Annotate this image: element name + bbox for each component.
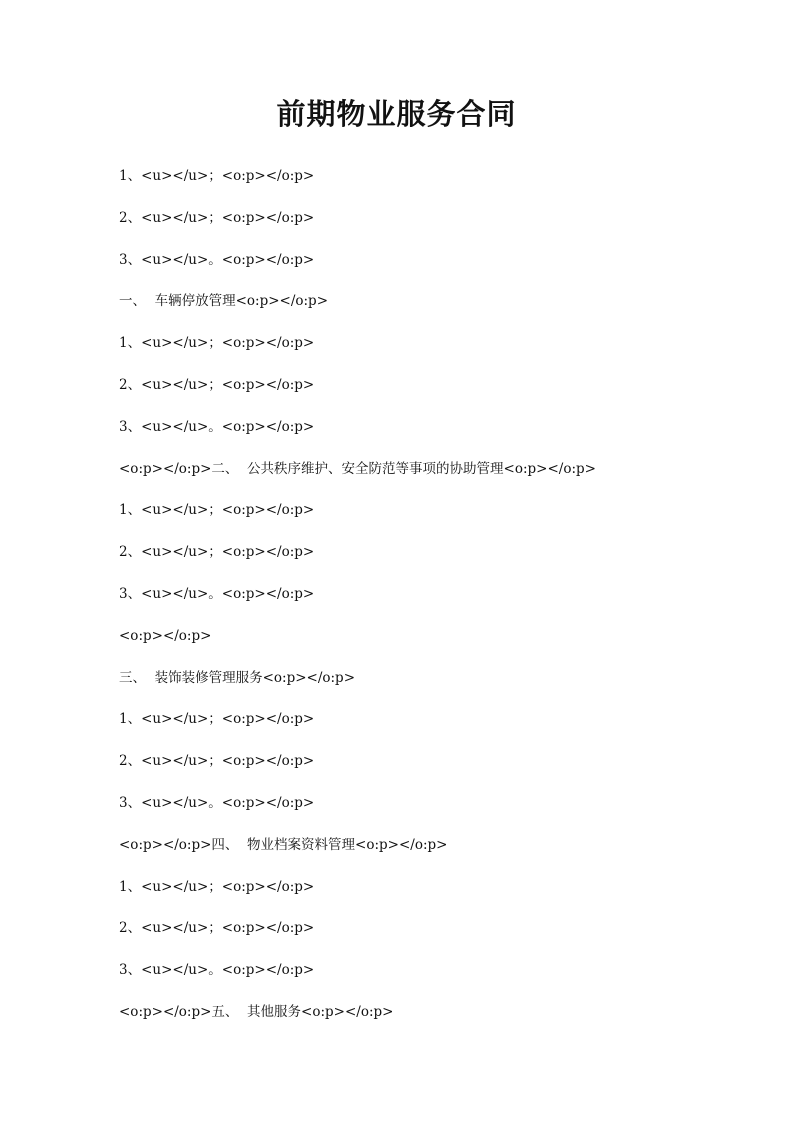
body-line: 1、<u></u>；<o:p></o:p> — [119, 711, 315, 728]
section-heading: <o:p></o:p>五、 其他服务<o:p></o:p> — [119, 1003, 394, 1020]
body-line: 1、<u></u>；<o:p></o:p> — [119, 168, 315, 184]
section-heading: 一、 车辆停放管理<o:p></o:p> — [119, 293, 329, 310]
section-heading: 三、 装饰装修管理服务<o:p></o:p> — [119, 669, 356, 686]
body-line: 3、<u></u>。<o:p></o:p> — [119, 251, 315, 268]
body-line: 1、<u></u>；<o:p></o:p> — [119, 878, 315, 895]
body-line: 1、<u></u>；<o:p></o:p> — [119, 335, 315, 352]
body-line: 2、<u></u>；<o:p></o:p> — [119, 544, 315, 561]
body-line: 2、<u></u>；<o:p></o:p> — [119, 753, 315, 770]
contract-body — [119, 165, 596, 1043]
body-line: 3、<u></u>。<o:p></o:p> — [119, 585, 315, 602]
document-title: 前期物业服务合同 — [276, 97, 517, 131]
body-line: 3、<u></u>。<o:p></o:p> — [119, 418, 315, 435]
section-heading: <o:p></o:p>四、 物业档案资料管理<o:p></o:p> — [119, 836, 448, 853]
body-line: <o:p></o:p> — [119, 627, 212, 644]
body-line: 1、<u></u>；<o:p></o:p> — [119, 502, 315, 519]
body-line: 3、<u></u>。<o:p></o:p> — [119, 962, 315, 979]
body-line: 2、<u></u>；<o:p></o:p> — [119, 920, 315, 937]
body-line: 3、<u></u>。<o:p></o:p> — [119, 794, 315, 811]
section-heading: <o:p></o:p>二、 公共秩序维护、安全防范等事项的协助管理<o:p></o:p> — [119, 460, 596, 477]
body-line: 2、<u></u>；<o:p></o:p> — [119, 376, 315, 393]
body-line: 2、<u></u>；<o:p></o:p> — [119, 209, 315, 226]
